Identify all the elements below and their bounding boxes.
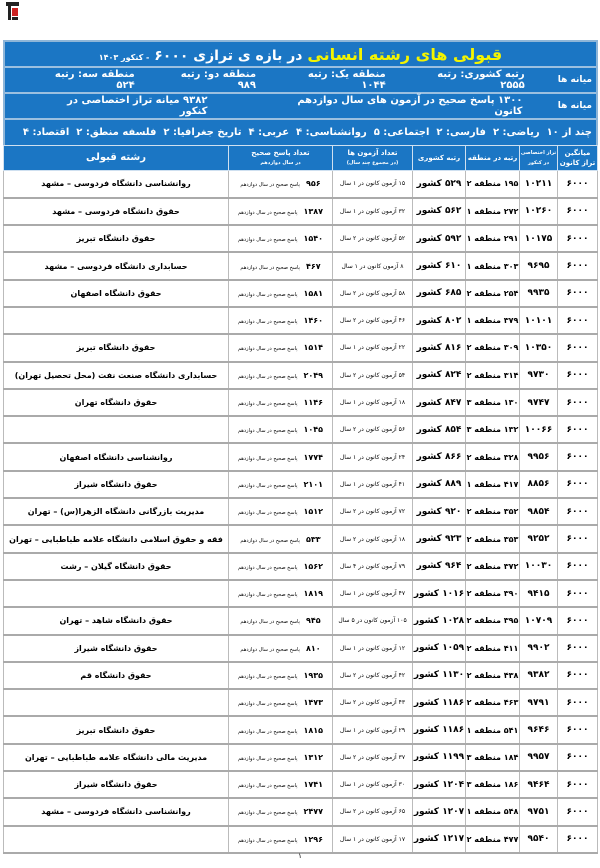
cell-konkur-taraz: ۹۴۶۴ [520,771,558,798]
subject-scores-row [5,120,596,147]
cell-answers [229,635,333,662]
answers-count: ۱۴۶۰ [303,316,324,326]
answers-suffix: پاسخ صحیح در سال دوازدهم [237,837,298,844]
cell-avg-taraz: ۶۰۰۰ [558,362,598,389]
answers-count: ۱۳۱۲ [303,752,324,762]
cell-region-rank: ۳۰۹ منطقه ۲ [466,334,520,361]
cell-answers [229,334,333,361]
cell-konkur-taraz: ۱۰۷۰۹ [520,607,558,634]
cell-country-rank: ۵۶۲ کشور [413,198,466,225]
cell-country-rank: ۹۶۴ کشور [413,553,466,580]
cell-exams: ۲۹ آزمون کانون در ۱ سال [333,716,413,743]
answers-count: ۱۰۴۵ [303,425,324,435]
cell-field [4,580,229,607]
answers-suffix: پاسخ صحیح در سال دوازدهم [237,428,298,435]
cell-country-rank: ۱۱۹۹ کشور [413,744,466,771]
page-title [5,42,596,68]
cell-konkur-taraz: ۹۹۰۲ [520,635,558,662]
cell-exams: ۲۴ آزمون کانون در ۱ سال [333,443,413,470]
cell-region-rank: ۳۰۳ منطقه ۱ [466,252,520,279]
answers-suffix: پاسخ صحیح در سال دوازدهم [237,592,298,599]
cell-field: حقوق دانشگاه قم [4,662,229,689]
answers-suffix: پاسخ صحیح در سال دوازدهم [237,319,298,326]
cell-answers [229,389,333,416]
cell-konkur-taraz: ۱۰۱۷۵ [520,225,558,252]
cell-answers [229,744,333,771]
cell-avg-taraz: ۶۰۰۰ [558,744,598,771]
answers-count: ۵۳۳ [305,534,321,544]
cell-region-rank: ۴۱۱ منطقه ۲ [466,635,520,662]
cell-konkur-taraz: ۹۳۸۲ [520,662,558,689]
answers-suffix: پاسخ صحیح در سال دوازدهم [240,619,300,626]
cell-region-rank: ۴۶۳ منطقه ۲ [466,689,520,716]
page-number: ۱ [298,852,302,860]
cell-field: حسابداری دانشگاه فردوسی – مشهد [4,252,229,279]
cell-region-rank: ۱۸۶ منطقه ۳ [466,771,520,798]
logo-icon [6,2,19,21]
answers-suffix: پاسخ صحیح در سال دوازدهم [237,373,298,380]
answers-count: ۱۵۴۰ [303,234,324,244]
cell-exams: ۵۴ آزمون کانون در ۲ سال [333,362,413,389]
table-row [4,607,598,634]
cell-avg-taraz: ۶۰۰۰ [558,334,598,361]
answers-suffix: پاسخ صحیح در سال دوازدهم [237,455,298,462]
cell-answers [229,826,333,853]
cell-avg-taraz: ۶۰۰۰ [558,607,598,634]
median-scores-row [5,94,596,120]
cell-avg-taraz: ۶۰۰۰ [558,171,598,198]
answers-suffix: پاسخ صحیح در سال دوازدهم [237,564,298,571]
answers-suffix: پاسخ صحیح در سال دوازدهم [240,264,300,271]
answers-suffix: پاسخ صحیح در سال دوازدهم [237,673,298,680]
answers-count: ۲۴۷۷ [303,807,324,817]
cell-country-rank: ۵۹۲ کشور [413,225,466,252]
answers-count: ۱۴۷۳ [303,698,324,708]
cell-exams: ۲۲ آزمون کانون در ۱ سال [333,334,413,361]
cell-answers [229,771,333,798]
answers-count: ۱۳۸۷ [303,206,324,216]
cell-field [4,826,229,853]
median-item: رتبه کشوری: رتبه ۲۵۵۵ [437,69,525,91]
cell-exams: ۷۲ آزمون کانون در ۲ سال [333,498,413,525]
cell-field: فقه و حقوق اسلامی دانشگاه علامه طباطبایی – تهران [4,525,229,552]
cell-konkur-taraz: ۹۷۴۷ [520,389,558,416]
cell-exams: ۵۸ آزمون کانون در ۲ سال [333,280,413,307]
answers-count: ۹۴۵ [305,616,321,626]
cell-exams: ۳۰ آزمون کانون در ۱ سال [333,771,413,798]
cell-country-rank: ۸۴۷ کشور [413,389,466,416]
cell-exams: ۷۹ آزمون کانون در ۴ سال [333,553,413,580]
title-main: قبولی های رشته انسانی [307,45,503,64]
cell-konkur-taraz: ۱۰۲۱۱ [520,171,558,198]
cell-field: حقوق دانشگاه شیراز [4,771,229,798]
cell-konkur-taraz: ۹۷۵۱ [520,798,558,825]
answers-count: ۱۷۴۱ [303,780,324,790]
cell-answers [229,443,333,470]
cell-field: حقوق دانشگاه گیلان – رشت [4,553,229,580]
cell-region-rank: ۳۹۵ منطقه ۲ [466,607,520,634]
answers-count: ۸۱۰ [305,643,321,653]
median-item: ۱۳۰۰ پاسخ صحیح در آزمون های سال دوازدهم کانون [297,95,523,117]
cell-avg-taraz: ۶۰۰۰ [558,389,598,416]
answers-suffix: پاسخ صحیح در سال دوازدهم [237,755,298,762]
row-label: میانه ها [557,101,592,111]
cell-field [4,416,229,443]
cell-avg-taraz: ۶۰۰۰ [558,225,598,252]
cell-answers [229,498,333,525]
cell-konkur-taraz: ۹۹۵۷ [520,744,558,771]
table-row [4,580,598,607]
cell-field [4,689,229,716]
table-row [4,389,598,416]
table-row [4,252,598,279]
cell-country-rank: ۱۱۳۰ کشور [413,662,466,689]
cell-konkur-taraz: ۹۶۹۵ [520,252,558,279]
summary-box [3,40,598,149]
cell-field: حقوق دانشگاه تبریز [4,225,229,252]
cell-konkur-taraz: ۹۶۴۶ [520,716,558,743]
cell-answers [229,607,333,634]
cell-region-rank: ۵۴۱ منطقه ۱ [466,716,520,743]
cell-answers [229,198,333,225]
answers-count: ۲۱۰۱ [303,479,324,489]
cell-region-rank: ۱۸۴ منطقه ۳ [466,744,520,771]
answers-suffix: پاسخ صحیح در سال دوازدهم [240,646,300,653]
col-answers [229,146,333,171]
cell-exams: ۱۲ آزمون کانون در ۱ سال [333,635,413,662]
answers-count: ۱۷۷۴ [303,452,324,462]
answers-suffix: پاسخ صحیح در سال دوازدهم [237,346,298,353]
answers-count: ۱۸۱۹ [303,589,324,599]
cell-region-rank: ۳۲۸ منطقه ۲ [466,443,520,470]
answers-count: ۱۱۴۶ [303,398,324,408]
cell-answers [229,307,333,334]
cell-avg-taraz: ۶۰۰۰ [558,716,598,743]
cell-exams: ۴۳ آزمون کانون در ۲ سال [333,689,413,716]
cell-konkur-taraz: ۱۰۳۵۰ [520,334,558,361]
answers-suffix: پاسخ صحیح در سال دوازدهم [237,237,298,244]
cell-country-rank: ۹۲۳ کشور [413,525,466,552]
cell-exams: ۴۷ آزمون کانون در ۱ سال [333,580,413,607]
cell-region-rank: ۴۷۷ منطقه ۲ [466,826,520,853]
results-table [3,145,598,854]
cell-country-rank: ۱۰۵۹ کشور [413,635,466,662]
cell-konkur-taraz: ۹۹۳۵ [520,280,558,307]
cell-exams: ۵۲ آزمون کانون در ۲ سال [333,225,413,252]
cell-konkur-taraz: ۹۵۴۰ [520,826,558,853]
cell-konkur-taraz: ۹۹۵۶ [520,443,558,470]
table-row [4,826,598,853]
cell-field: حقوق دانشگاه شاهد – تهران [4,607,229,634]
cell-avg-taraz: ۶۰۰۰ [558,771,598,798]
cell-region-rank: ۳۵۳ منطقه ۲ [466,525,520,552]
median-item: منطقه دو: رتبه ۹۸۹ [180,69,257,91]
cell-region-rank: ۳۱۴ منطقه ۲ [466,362,520,389]
col-country-rank: رتبه کشوری [413,146,466,171]
answers-suffix: پاسخ صحیح در سال دوازدهم [240,182,300,189]
cell-field: مدیریت بازرگانی دانشگاه الزهرا(س) – تهران [4,498,229,525]
cell-country-rank: ۱۰۲۸ کشور [413,607,466,634]
answers-count: ۴۶۷ [305,261,321,271]
cell-region-rank: ۳۷۹ منطقه ۱ [466,307,520,334]
cell-avg-taraz: ۶۰۰۰ [558,826,598,853]
cell-answers [229,525,333,552]
cell-region-rank: ۱۳۲ منطقه ۳ [466,416,520,443]
cell-konkur-taraz: ۹۷۹۱ [520,689,558,716]
table-row [4,362,598,389]
cell-exams: ۸ آزمون کانون در ۱ سال [333,252,413,279]
cell-country-rank: ۹۲۰ کشور [413,498,466,525]
cell-country-rank: ۶۸۵ کشور [413,280,466,307]
answers-count: ۱۵۸۱ [303,288,324,298]
table-row [4,416,598,443]
cell-answers [229,689,333,716]
table-row [4,744,598,771]
title-exam: - کنکور ۱۴۰۳ [98,53,150,62]
col-region-rank: رتبه در منطقه [466,146,520,171]
cell-region-rank: ۳۹۰ منطقه ۲ [466,580,520,607]
table-row [4,635,598,662]
cell-avg-taraz: ۶۰۰۰ [558,553,598,580]
table-row [4,471,598,498]
answers-suffix: پاسخ صحیح در سال دوازدهم [237,401,298,408]
median-item: منطقه سه: رتبه ۵۲۴ [54,69,135,91]
cell-avg-taraz: ۶۰۰۰ [558,662,598,689]
cell-field: حسابداری دانشگاه صنعت نفت (محل تحصیل تهران) [4,362,229,389]
col-avg-taraz: میانگین تراز کانون [558,146,598,171]
cell-field: مدیریت مالی دانشگاه علامه طباطبایی – تهران [4,744,229,771]
cell-answers [229,662,333,689]
cell-answers [229,225,333,252]
title-range: در بازه ی ترازی ۶۰۰۰ [154,48,303,64]
cell-avg-taraz: ۶۰۰۰ [558,443,598,470]
col-answers-label: تعداد پاسخ صحیح [251,149,310,157]
cell-exams: ۴۶ آزمون کانون در ۲ سال [333,307,413,334]
table-row [4,443,598,470]
cell-field [4,307,229,334]
cell-avg-taraz: ۶۰۰۰ [558,635,598,662]
cell-exams: ۱۸ آزمون کانون در ۱ سال [333,389,413,416]
cell-exams: ۴۱ آزمون کانون در ۱ سال [333,471,413,498]
table-header [4,146,598,171]
answers-count: ۲۰۴۹ [303,370,324,380]
cell-exams: ۳۲ آزمون کانون در ۱ سال [333,198,413,225]
answers-suffix: پاسخ صحیح در سال دوازدهم [237,482,298,489]
table-row [4,525,598,552]
answers-count: ۱۹۳۵ [303,670,324,680]
cell-answers [229,580,333,607]
cell-region-rank: ۳۷۲ منطقه ۲ [466,553,520,580]
median-ranks-row [5,68,596,94]
cell-answers [229,798,333,825]
col-exams [333,146,413,171]
cell-country-rank: ۱۰۱۶ کشور [413,580,466,607]
cell-exams: ۶۵ آزمون کانون در ۲ سال [333,798,413,825]
cell-answers [229,362,333,389]
answers-suffix: پاسخ صحیح در سال دوازدهم [237,728,298,735]
cell-country-rank: ۸۲۴ کشور [413,362,466,389]
cell-field: حقوق دانشگاه فردوسی – مشهد [4,198,229,225]
cell-region-rank: ۵۴۸ منطقه ۱ [466,798,520,825]
cell-exams: ۱۵ آزمون کانون در ۱ سال [333,171,413,198]
cell-answers [229,171,333,198]
table-row [4,771,598,798]
cell-region-rank: ۱۹۵ منطقه ۲ [466,171,520,198]
cell-avg-taraz: ۶۰۰۰ [558,416,598,443]
answers-count: ۱۵۶۲ [303,561,324,571]
table-row [4,198,598,225]
cell-konkur-taraz: ۹۴۱۵ [520,580,558,607]
answers-suffix: پاسخ صحیح در سال دوازدهم [237,209,298,216]
cell-country-rank: ۸۶۶ کشور [413,443,466,470]
median-item: ۹۳۸۲ میانه تراز اختصاصی در کنکور [67,95,208,117]
cell-konkur-taraz: ۹۷۳۰ [520,362,558,389]
cell-konkur-taraz: ۹۲۵۲ [520,525,558,552]
cell-avg-taraz: ۶۰۰۰ [558,198,598,225]
cell-avg-taraz: ۶۰۰۰ [558,498,598,525]
table-row [4,553,598,580]
table-row [4,689,598,716]
table-row [4,225,598,252]
col-konkur-taraz: تراز اختصاصی در کنکور [520,146,558,171]
cell-country-rank: ۱۲۰۴ کشور [413,771,466,798]
table-row [4,798,598,825]
cell-answers [229,416,333,443]
cell-country-rank: ۱۲۱۷ کشور [413,826,466,853]
row-label: میانه ها [557,75,592,85]
cell-field: روانشناسی دانشگاه اصفهان [4,443,229,470]
cell-field: حقوق دانشگاه شیراز [4,635,229,662]
answers-count: ۱۵۱۴ [303,343,324,353]
answers-suffix: پاسخ صحیح در سال دوازدهم [237,783,298,790]
cell-region-rank: ۴۳۸ منطقه ۲ [466,662,520,689]
cell-region-rank: ۲۵۴ منطقه ۲ [466,280,520,307]
cell-country-rank: ۸۵۴ کشور [413,416,466,443]
table-row [4,280,598,307]
cell-answers [229,280,333,307]
cell-country-rank: ۸۰۲ کشور [413,307,466,334]
cell-konkur-taraz: ۱۰۰۳۰ [520,553,558,580]
cell-konkur-taraz: ۱۰۱۰۱ [520,307,558,334]
cell-answers [229,471,333,498]
col-answers-sub: در سال دوازدهم [260,160,301,166]
table-row [4,498,598,525]
cell-field: حقوق دانشگاه اصفهان [4,280,229,307]
cell-country-rank: ۱۱۸۶ کشور [413,716,466,743]
table-row [4,716,598,743]
cell-exams: ۱۰۵ آزمون کانون در ۵ سال [333,607,413,634]
cell-avg-taraz: ۶۰۰۰ [558,280,598,307]
cell-avg-taraz: ۶۰۰۰ [558,307,598,334]
table-row [4,307,598,334]
cell-avg-taraz: ۶۰۰۰ [558,689,598,716]
median-item: منطقه یک: رتبه ۱۰۴۴ [307,69,386,91]
cell-field: حقوق دانشگاه تبریز [4,716,229,743]
cell-field: حقوق دانشگاه شیراز [4,471,229,498]
col-field: رشته قبولی [4,146,229,171]
cell-country-rank: ۱۱۸۶ کشور [413,689,466,716]
cell-region-rank: ۱۳۰ منطقه ۳ [466,389,520,416]
cell-konkur-taraz: ۸۸۵۶ [520,471,558,498]
cell-region-rank: ۴۱۷ منطقه ۱ [466,471,520,498]
cell-avg-taraz: ۶۰۰۰ [558,580,598,607]
answers-count: ۱۵۱۲ [303,507,324,517]
cell-exams: ۳۷ آزمون کانون در ۲ سال [333,744,413,771]
cell-avg-taraz: ۶۰۰۰ [558,471,598,498]
cell-country-rank: ۱۲۰۷ کشور [413,798,466,825]
answers-count: ۹۵۶ [305,179,321,189]
answers-suffix: پاسخ صحیح در سال دوازدهم [237,810,298,817]
answers-suffix: پاسخ صحیح در سال دوازدهم [237,291,298,298]
cell-country-rank: ۸۸۹ کشور [413,471,466,498]
table-row [4,334,598,361]
table-row [4,662,598,689]
answers-count: ۱۸۱۵ [303,725,324,735]
cell-region-rank: ۲۷۲ منطقه ۱ [466,198,520,225]
answers-suffix: پاسخ صحیح در سال دوازدهم [237,701,298,708]
cell-field: روانشناسی دانشگاه فردوسی – مشهد [4,171,229,198]
cell-exams: ۱۷ آزمون کانون در ۱ سال [333,826,413,853]
cell-answers [229,716,333,743]
cell-avg-taraz: ۶۰۰۰ [558,252,598,279]
answers-suffix: پاسخ صحیح در سال دوازدهم [237,510,298,517]
cell-country-rank: ۵۲۹ کشور [413,171,466,198]
cell-region-rank: ۳۵۲ منطقه ۲ [466,498,520,525]
cell-konkur-taraz: ۹۸۵۴ [520,498,558,525]
table-row [4,171,598,198]
answers-suffix: پاسخ صحیح در سال دوازدهم [240,537,300,544]
cell-answers [229,252,333,279]
cell-exams: ۱۸ آزمون کانون در ۲ سال [333,525,413,552]
col-exams-label: تعداد آزمون ها [347,149,398,157]
cell-country-rank: ۸۱۶ کشور [413,334,466,361]
cell-avg-taraz: ۶۰۰۰ [558,525,598,552]
answers-count: ۱۲۹۶ [303,834,324,844]
cell-answers [229,553,333,580]
cell-konkur-taraz: ۱۰۲۶۰ [520,198,558,225]
cell-avg-taraz: ۶۰۰۰ [558,798,598,825]
subject-scores: چند از ۱۰ ریاضی: ۲ فارسی: ۲ اجتماعی: ۵ روانشناسی: ۴ عربی: ۴ تاریخ جغرافیا: ۲ فلسفه منطق: ۲ اقتصاد: ۴ [22,127,592,138]
col-exams-sub: (در مجموع چند سال) [346,160,399,166]
cell-exams: ۴۲ آزمون کانون در ۲ سال [333,662,413,689]
cell-region-rank: ۲۹۱ منطقه ۱ [466,225,520,252]
cell-field: حقوق دانشگاه تبریز [4,334,229,361]
cell-field: حقوق دانشگاه تهران [4,389,229,416]
cell-exams: ۵۶ آزمون کانون در ۲ سال [333,416,413,443]
cell-konkur-taraz: ۱۰۰۶۶ [520,416,558,443]
cell-country-rank: ۶۱۰ کشور [413,252,466,279]
cell-field: روانشناسی دانشگاه فردوسی – مشهد [4,798,229,825]
